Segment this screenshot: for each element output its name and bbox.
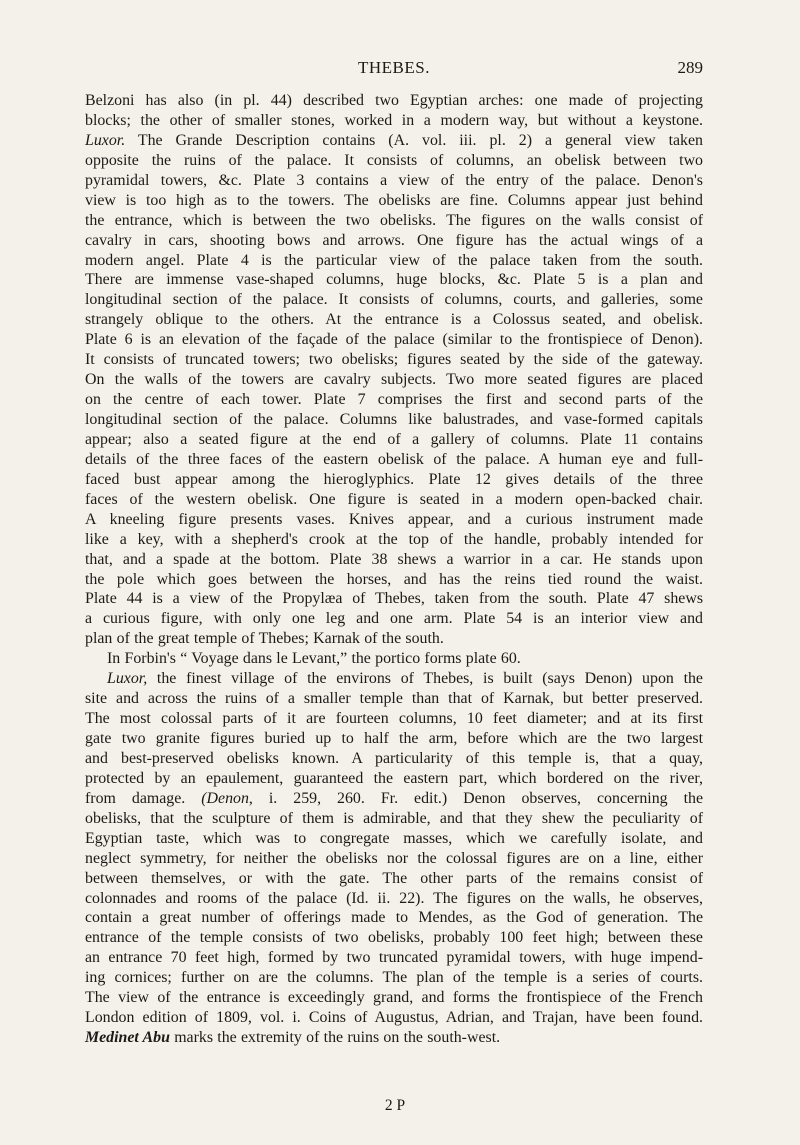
text-line: pyramidal towers, &c. Plate 3 contains a view of the entry of the palace. Denon's (85, 171, 703, 189)
signature-mark (0, 1097, 800, 1115)
text-line: the pole which goes between the horses, and has the reins tied round the waist. (85, 570, 703, 588)
text-line: Plate 44 is a view of the Propylæa of Thebes, taken from the south. Plate 47 shews (85, 590, 703, 608)
text-line: that, and a spade at the bottom. Plate 38 shews a warrior in a car. He stands upon (85, 550, 703, 568)
text-line: On the walls of the towers are cavalry subjects. Two more seated figures are placed (85, 371, 703, 389)
text-line: A kneeling figure presents vases. Knives appear, and a curious instrument made (85, 510, 703, 528)
text-line: contain a great number of offerings made to Mendes, as the God of generation. The (85, 909, 703, 927)
text-line: Belzoni has also (in pl. 44) described two Egyptian arches: one made of projecting (85, 92, 703, 109)
text-line: opposite the ruins of the palace. It consists of columns, an obelisk between two (85, 151, 703, 169)
text-line: Medinet Abu marks the extremity of the ruins on the south-west. (85, 1029, 501, 1047)
text-line: protected by an epaulement, guaranteed the eastern part, which bordered on the river, (85, 769, 703, 787)
text-line: from damage. (Denon, i. 259, 260. Fr. edit.) Denon observes, concerning the (85, 789, 703, 807)
text-line: longitudinal section of the palace. Columns like balustrades, and vase-formed capitals (85, 411, 703, 428)
text-line: on the centre of each tower. Plate 7 comprises the first and second parts of the (85, 391, 703, 409)
text-line: plan of the great temple of Thebes; Karnak of the south. (85, 630, 444, 648)
body-text (85, 91, 703, 1048)
text-line: colonnades and rooms of the palace (Id. ii. 22). The figures on the walls, he observes, (85, 889, 703, 907)
text-line: longitudinal section of the palace. It consists of columns, courts, and galleries, some (85, 291, 703, 309)
text-line: ing cornices; further on are the columns. The plan of the temple is a series of courts. (85, 969, 703, 987)
text-line: Egyptian taste, which was to congregate masses, which we carefully isolate, and (85, 829, 703, 847)
text-line: In Forbin's “ Voyage dans le Levant,” the portico forms plate 60. (107, 650, 521, 668)
text-line: appear; also a seated figure at the end of a gallery of columns. Plate 11 contains (85, 430, 703, 448)
text-line: London edition of 1809, vol. i. Coins of Augustus, Adrian, and Trajan, have been found. (85, 1009, 703, 1027)
text-line: and best-preserved obelisks known. A particularity of this temple is, that a quay, (85, 749, 703, 767)
running-head (85, 58, 703, 82)
text-line: site and across the ruins of a smaller temple than that of Karnak, but better preserved. (85, 690, 703, 708)
text-line: entrance of the temple consists of two obelisks, probably 100 feet high; between these (85, 929, 703, 947)
text-line: The most colossal parts of it are fourteen columns, 10 feet diameter; and at its first (85, 710, 703, 728)
text-line: the entrance, which is between the two obelisks. The figures on the walls consist of (85, 211, 703, 229)
text-line: modern angel. Plate 4 is the particular view of the palace taken from the south. (85, 251, 703, 269)
running-title: THEBES. (358, 58, 430, 77)
text-line: strangely oblique to the others. At the entrance is a Colossus seated, and obelisk. (85, 311, 703, 329)
text-line: details of the three faces of the eastern obelisk of the palace. A human eye and full- (85, 450, 703, 468)
text-line: cavalry in cars, shooting bows and arrows. One figure has the actual wings of a (85, 231, 703, 249)
text-line: an entrance 70 feet high, formed by two truncated pyramidal towers, with huge impend- (85, 949, 703, 967)
text-line: faced bust appear among the hieroglyphics. Plate 12 gives details of the three (85, 470, 703, 488)
text-line: gate two granite figures buried up to half the arm, before which are the two largest (85, 730, 703, 747)
text-line: Plate 6 is an elevation of the façade of the palace (similar to the frontispiece of Denon). (85, 331, 703, 349)
text-line: obelisks, that the sculpture of them is admirable, and that they shew the peculiarity of (85, 809, 703, 827)
text-line: neglect symmetry, for neither the obelisks nor the colossal figures are on a line, either (85, 849, 703, 867)
page-number: 289 (677, 58, 703, 77)
text-line: view is too high as to the towers. The obelisks are fine. Columns appear just behind (85, 191, 703, 209)
signature-text: 2 P (384, 1097, 406, 1114)
text-line: Luxor, the finest village of the environs of Thebes, is built (says Denon) upon the (107, 670, 703, 688)
text-line: It consists of truncated towers; two obelisks; figures seated by the side of the gateway. (85, 351, 703, 369)
text-line: Luxor. The Grande Description contains (A. vol. iii. pl. 2) a general view taken (85, 131, 703, 149)
text-line: a curious figure, with only one leg and one arm. Plate 54 is an interior view and (85, 610, 703, 628)
text-line: like a key, with a shepherd's crook at the top of the handle, probably intended for (85, 530, 703, 548)
text-line: faces of the western obelisk. One figure is seated in a modern open-backed chair. (85, 490, 703, 508)
text-line: between themselves, or with the gate. The other parts of the remains consist of (85, 869, 703, 887)
text-line: There are immense vase-shaped columns, huge blocks, &c. Plate 5 is a plan and (85, 271, 703, 289)
text-line: blocks; the other of smaller stones, worked in a modern way, but without a keystone. (85, 111, 703, 129)
text-line: The view of the entrance is exceedingly grand, and forms the frontispiece of the French (85, 989, 703, 1007)
